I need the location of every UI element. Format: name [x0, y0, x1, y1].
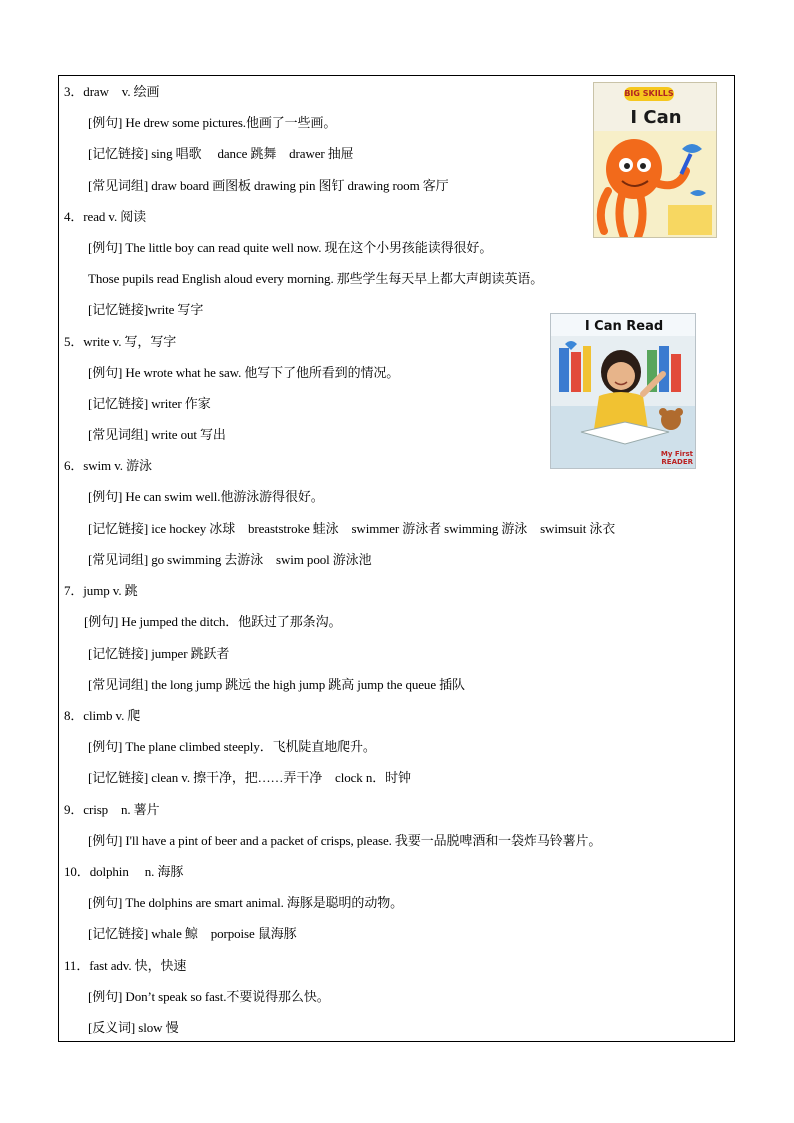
- entry-heading: 10．dolphin n. 海豚: [64, 864, 184, 879]
- memory-link: [记忆链接] jumper 跳跃者: [88, 646, 230, 661]
- common-phrases: [常见词组] write out 写出: [88, 427, 226, 442]
- memory-link: [记忆链接] clean v. 擦干净，把……弄干净 clock n．时钟: [88, 770, 411, 785]
- entry-heading: 5．write v. 写，写字: [64, 334, 177, 349]
- entry-heading: 8．climb v. 爬: [64, 708, 141, 723]
- entry-heading: 4．read v. 阅读: [64, 209, 147, 224]
- example-sentence: [例句] The plane climbed steeply．飞机陡直地爬升。: [88, 739, 376, 754]
- memory-link: [记忆链接] sing 唱歌 dance 跳舞 drawer 抽屉: [88, 146, 354, 161]
- entry-heading: 11．fast adv. 快，快速: [64, 958, 187, 973]
- entry-heading: 3．draw v. 绘画: [64, 84, 160, 99]
- series-label: My First READER: [660, 450, 693, 466]
- octopus-illustration: [594, 131, 717, 238]
- example-sentence: [例句] The little boy can read quite well now. 现在这个小男孩能读得很好。: [88, 240, 493, 255]
- common-phrases: [常见词组] go swimming 去游泳 swim pool 游泳池: [88, 552, 372, 567]
- book-title: I Can Read: [584, 319, 664, 334]
- book-title: I Can: [630, 107, 682, 128]
- example-sentence: [例句] Don’t speak so fast.不要说得那么快。: [88, 989, 330, 1004]
- common-phrases: [常见词组] draw board 画图板 drawing pin 图钉 drawing room 客厅: [88, 178, 449, 193]
- memory-link: [记忆链接] whale 鲸 porpoise 鼠海豚: [88, 926, 297, 941]
- example-sentence: [例句] He wrote what he saw. 他写下了他所看到的情况。: [88, 365, 400, 380]
- memory-link: [记忆链接]write 写字: [88, 302, 204, 317]
- common-phrases: [常见词组] the long jump 跳远 the high jump 跳高 jump the queue 插队: [88, 677, 465, 692]
- entry-heading: 6．swim v. 游泳: [64, 458, 152, 473]
- example-sentence: [例句] He can swim well.他游泳游得很好。: [88, 489, 324, 504]
- memory-link: [记忆链接] ice hockey 冰球 breaststroke 蛙泳 swimmer 游泳者 swimming 游泳 swimsuit 泳衣: [88, 521, 616, 536]
- example-sentence: [例句] The dolphins are smart animal. 海豚是聪明的动物。: [88, 895, 404, 910]
- book-cover-i-can-draw: [593, 82, 717, 238]
- entry-heading: 9．crisp n. 薯片: [64, 802, 160, 817]
- antonym: [反义词] slow 慢: [88, 1020, 179, 1035]
- example-sentence: Those pupils read English aloud every morning. 那些学生每天早上都大声朗读英语。: [88, 271, 544, 286]
- example-sentence: [例句] I'll have a pint of beer and a packet of crisps, please. 我要一品脱啤酒和一袋炸马铃薯片。: [88, 833, 602, 848]
- entry-heading: 7．jump v. 跳: [64, 583, 138, 598]
- book-cover-i-can-read: [550, 313, 696, 469]
- memory-link: [记忆链接] writer 作家: [88, 396, 211, 411]
- example-sentence: [例句] He jumped the ditch．他跃过了那条沟。: [84, 614, 342, 629]
- example-sentence: [例句] He drew some pictures.他画了一些画。: [88, 115, 337, 130]
- series-badge: BIG SKILLS: [624, 87, 674, 101]
